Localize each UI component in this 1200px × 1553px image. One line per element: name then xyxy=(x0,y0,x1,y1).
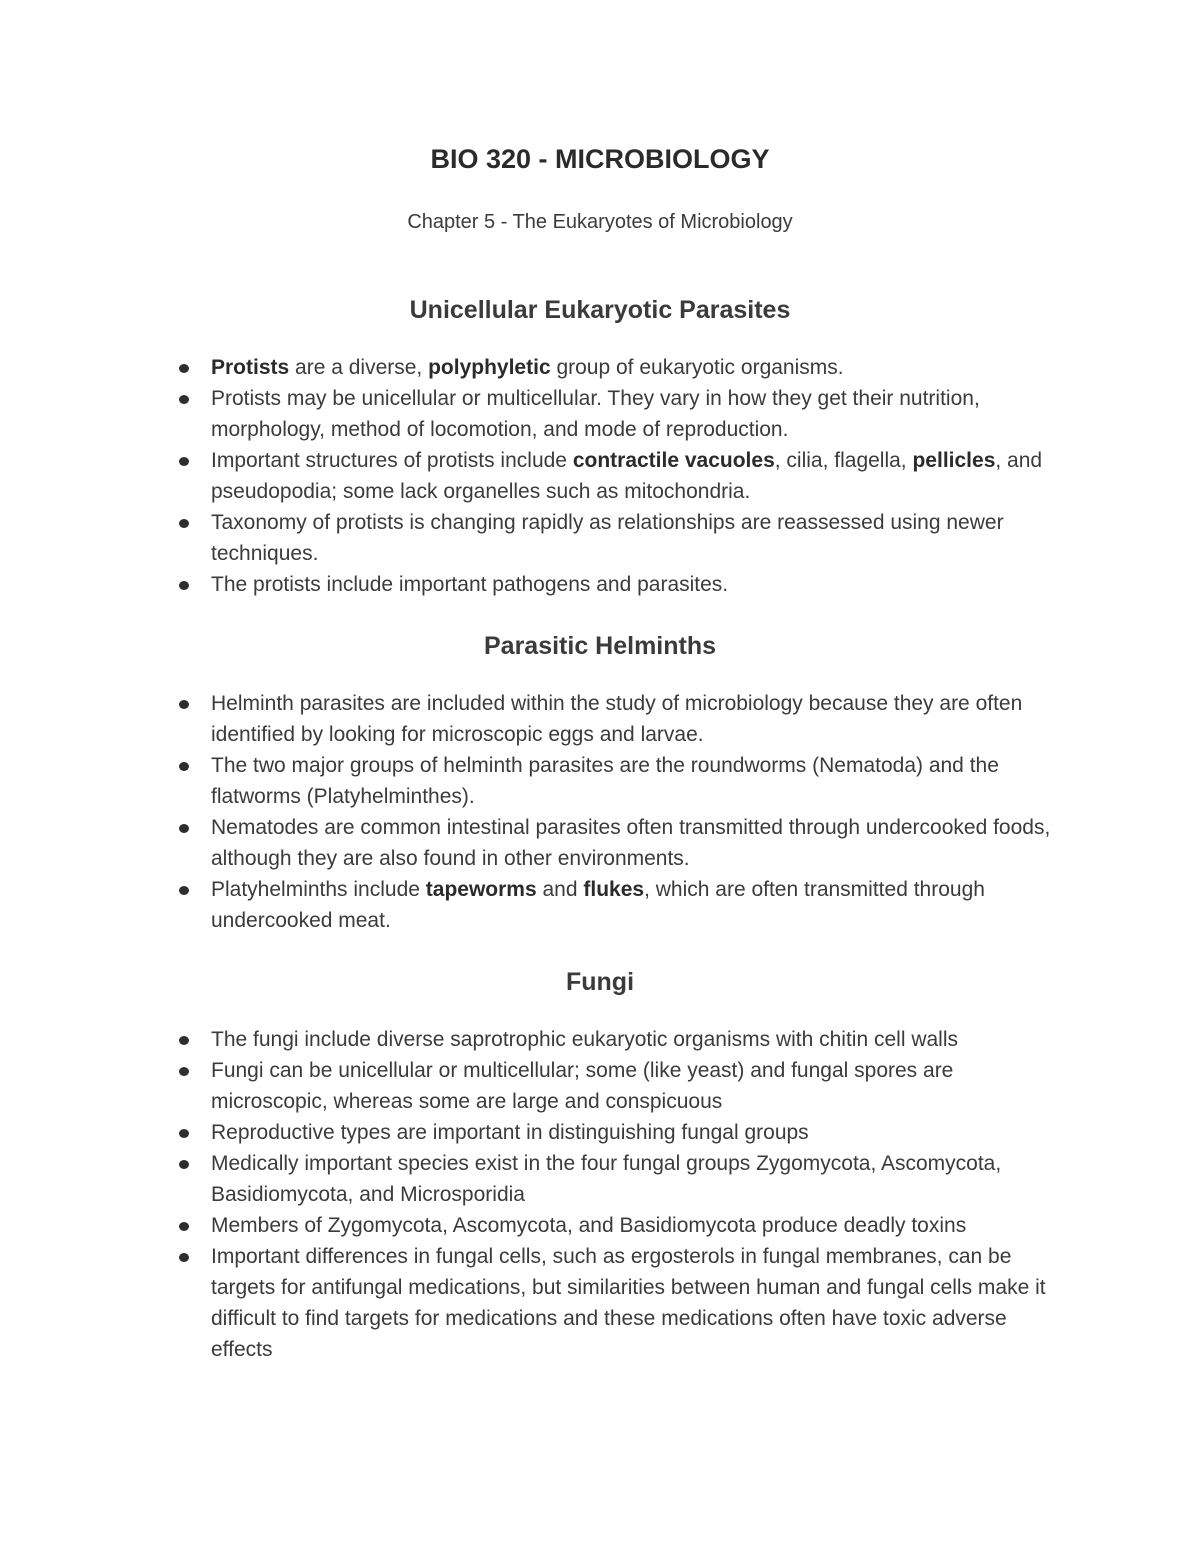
text-run: and xyxy=(536,878,584,901)
bold-term: flukes xyxy=(583,878,645,901)
bullet-icon xyxy=(179,824,189,833)
bold-term: polyphyletic xyxy=(428,356,551,379)
list-item xyxy=(0,688,1071,750)
text-run: The two major groups of helminth parasites are the roundworms (Nematoda) and the flatworms (Platyhelminthes). xyxy=(211,754,999,808)
list-item xyxy=(0,445,1071,507)
list-item xyxy=(0,383,1071,445)
bullet-icon xyxy=(179,457,189,466)
bullet-list xyxy=(0,688,1200,936)
list-item xyxy=(0,1024,1071,1055)
bullet-list xyxy=(0,1024,1200,1365)
list-item xyxy=(0,1241,1071,1365)
bold-term: tapeworms xyxy=(425,878,537,901)
section-heading: Fungi xyxy=(565,968,635,996)
text-run: Taxonomy of protists is changing rapidly as relationships are reassessed using newer techniques. xyxy=(211,511,1004,565)
bold-term: Protists xyxy=(211,356,290,379)
list-item xyxy=(0,874,1071,936)
text-run: , which are often transmitted through undercooked meat. xyxy=(211,878,985,932)
text-run: Members of Zygomycota, Ascomycota, and Basidiomycota produce deadly toxins xyxy=(211,1214,967,1237)
text-run: The fungi include diverse saprotrophic eukaryotic organisms with chitin cell walls xyxy=(211,1028,959,1051)
text-run: Fungi can be unicellular or multicellular; some (like yeast) and fungal spores are microscopic, whereas some are large and conspicuous xyxy=(211,1059,954,1113)
bullet-icon xyxy=(179,1222,189,1231)
text-run: , and pseudopodia; some lack organelles such as mitochondria. xyxy=(211,449,1043,503)
bullet-icon xyxy=(179,1129,189,1138)
text-run: , cilia, flagella, xyxy=(774,449,913,472)
list-item xyxy=(0,352,1071,383)
bullet-icon xyxy=(179,1067,189,1076)
text-run: Important differences in fungal cells, such as ergosterols in fungal membranes, can be targets for antifungal medications, but similarities between human and fungal cells make it difficult to find targets for medications and these medications often have toxic adverse effects xyxy=(211,1245,1046,1361)
bullet-icon xyxy=(179,395,189,404)
text-run: Protists may be unicellular or multicellular. They vary in how they get their nutrition, morphology, method of locomotion, and mode of reproduction. xyxy=(211,387,980,441)
text-run: Important structures of protists include xyxy=(211,449,573,472)
section-heading: Unicellular Eukaryotic Parasites xyxy=(409,296,791,324)
list-item xyxy=(0,569,1071,600)
list-item xyxy=(0,750,1071,812)
list-item xyxy=(0,1210,1071,1241)
bullet-icon xyxy=(179,1036,189,1045)
bold-term: pellicles xyxy=(912,449,996,472)
section-heading: Parasitic Helminths xyxy=(483,632,717,660)
section-parasitic-helminths xyxy=(0,630,1200,932)
text-run: are a diverse, xyxy=(289,356,429,379)
section-unicellular-eukaryotic-parasites xyxy=(0,294,1200,596)
bullet-icon xyxy=(179,581,189,590)
bullet-icon xyxy=(179,1253,189,1262)
document-subtitle: Chapter 5 - The Eukaryotes of Microbiology xyxy=(407,211,793,233)
text-run: Medically important species exist in the four fungal groups Zygomycota, Ascomycota, Basidiomycota, and Microsporidia xyxy=(211,1152,1002,1206)
text-run: Helminth parasites are included within the study of microbiology because they are often identified by looking for microscopic eggs and larvae. xyxy=(211,692,1023,746)
text-run: The protists include important pathogens and parasites. xyxy=(211,573,729,596)
list-item xyxy=(0,1148,1071,1210)
bullet-list xyxy=(0,352,1200,600)
text-run: group of eukaryotic organisms. xyxy=(550,356,844,379)
bullet-icon xyxy=(179,762,189,771)
list-item xyxy=(0,812,1071,874)
list-item xyxy=(0,1117,1071,1148)
bullet-icon xyxy=(179,886,189,895)
text-run: Nematodes are common intestinal parasites often transmitted through undercooked foods, although they are also found in other environments. xyxy=(211,816,1051,870)
document-title: BIO 320 - MICROBIOLOGY xyxy=(430,144,770,174)
bullet-icon xyxy=(179,700,189,709)
list-item xyxy=(0,507,1071,569)
section-fungi xyxy=(0,966,1200,1361)
bullet-icon xyxy=(179,1160,189,1169)
list-item xyxy=(0,1055,1071,1117)
bullet-icon xyxy=(179,364,189,373)
text-run: Reproductive types are important in distinguishing fungal groups xyxy=(211,1121,809,1144)
text-run: Platyhelminths include xyxy=(211,878,426,901)
bold-term: contractile vacuoles xyxy=(572,449,775,472)
bullet-icon xyxy=(179,519,189,528)
